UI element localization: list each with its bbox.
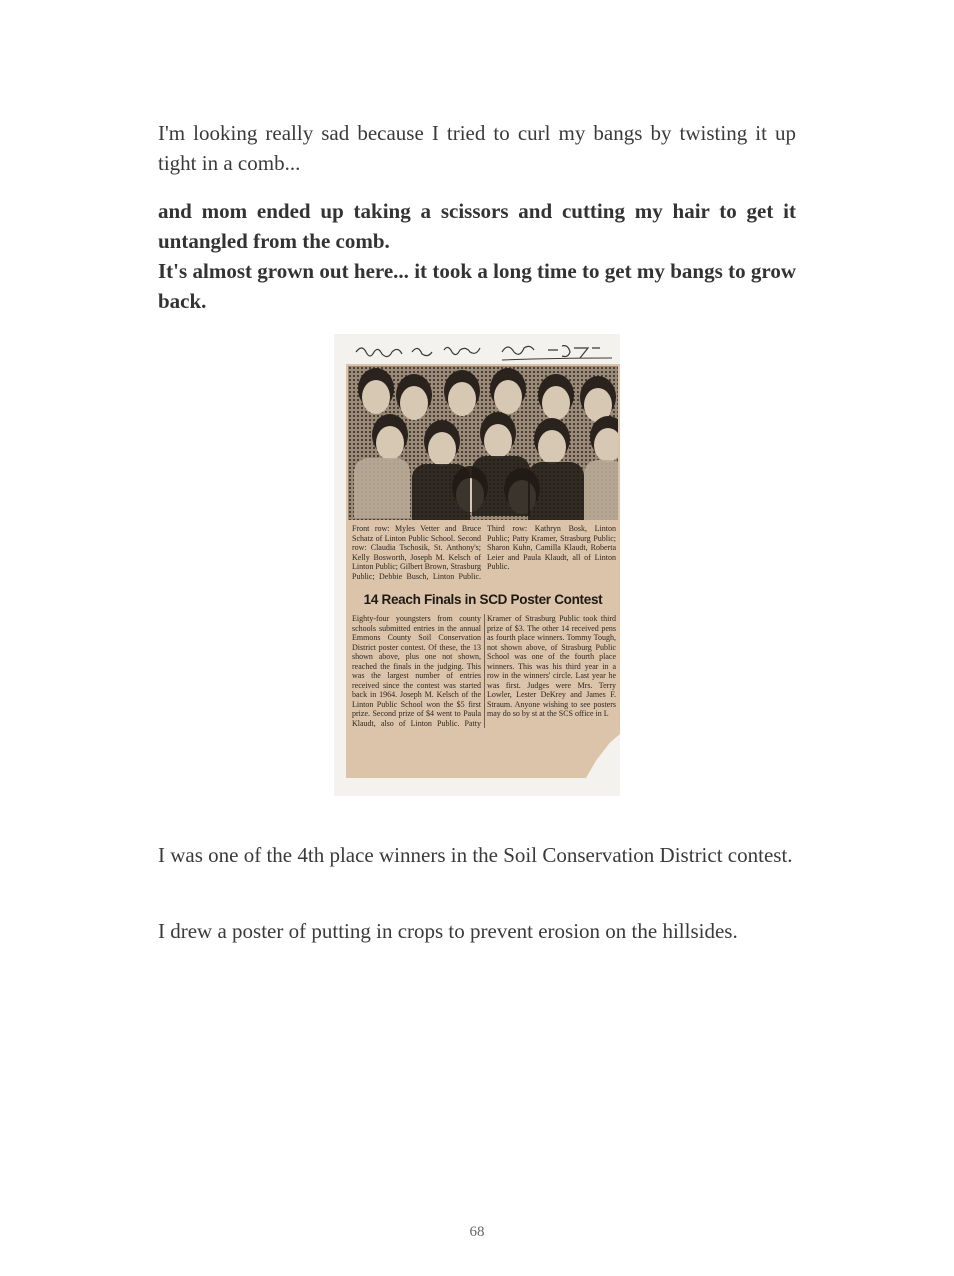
person-body xyxy=(412,464,470,520)
paragraph-scissors: and mom ended up taking a scissors and cutting my hair to get it untangled from the comb. xyxy=(158,199,796,253)
person-body xyxy=(472,456,530,516)
torn-corner xyxy=(586,734,620,778)
person-face xyxy=(542,386,570,420)
handwritten-note xyxy=(352,338,612,364)
person-face xyxy=(494,380,522,414)
newsprint xyxy=(346,364,620,778)
bold-paragraph-block xyxy=(158,196,796,316)
person-body xyxy=(354,458,410,518)
person-face xyxy=(428,432,456,466)
person-face xyxy=(584,388,612,422)
person-face xyxy=(538,430,566,464)
person-body xyxy=(528,462,584,520)
paragraph-winner: I was one of the 4th place winners in the Soil Conservation District contest. xyxy=(158,843,793,867)
page-number: 68 xyxy=(469,1224,485,1240)
paragraph-grown-out: It's almost grown out here... it took a long time to get my bangs to grow back. xyxy=(158,259,796,313)
person-face xyxy=(448,382,476,416)
person-body xyxy=(584,460,618,520)
handwriting-scribble xyxy=(352,338,612,364)
photo-caption: Front row: Myles Vetter and Bruce Schatz of Linton Public School. Second row: Claudia Tschosik, St. Anthony's; Kelly Bosworth, Joseph M. Kelsch of Linton Public; Gilbert Brown, Strasburg Public; Debbie Busch, Linton Public. Third row: Kathryn Bosk, Linton Public; Patty Kramer, Strasburg Public; Sharon Kuhn, Camilla Klaudt, Roberta Leier and Paula Klaudt, all of Linton Public. xyxy=(352,524,616,581)
person-face xyxy=(376,426,404,460)
person-face xyxy=(484,424,512,458)
article-headline: 14 Reach Finals in SCD Poster Contest xyxy=(363,592,603,607)
paragraph-poster: I drew a poster of putting in crops to prevent erosion on the hillsides. xyxy=(158,919,738,943)
person-face xyxy=(400,386,428,420)
person-face xyxy=(594,428,618,462)
group-photo xyxy=(348,366,618,520)
article-body: Eighty-four youngsters from county schools submitted entries in the annual Emmons County Soil Conservation District poster contest. Of these, the 13 shown above, plus one not shown, reached the finals in the judging. This was the largest number of entries received since the contest was started back in 1964. Joseph M. Kelsch of the Linton Public School won the $5 first prize. Second prize of $4 went to Paula Klaudt, also of Linton Public. Patty Kramer of Strasburg Public took third prize of $3. The other 14 received pens as fourth place winners. Tommy Tough, not shown above, of Strasburg Public School was one of the fourth place winners. This was his third year in a row in the winners' circle. Last year he was first. Judges were Mrs. Terry Lowler, Lester DeKrey and James F. Straum. Anyone wishing to see posters may do so by st at the SCS office in L xyxy=(352,614,616,728)
person-face xyxy=(362,380,390,414)
newspaper-clipping-image xyxy=(334,334,620,796)
paragraph-bangs-intro: I'm looking really sad because I tried to curl my bangs by twisting it up tight in a comb... xyxy=(158,121,796,175)
